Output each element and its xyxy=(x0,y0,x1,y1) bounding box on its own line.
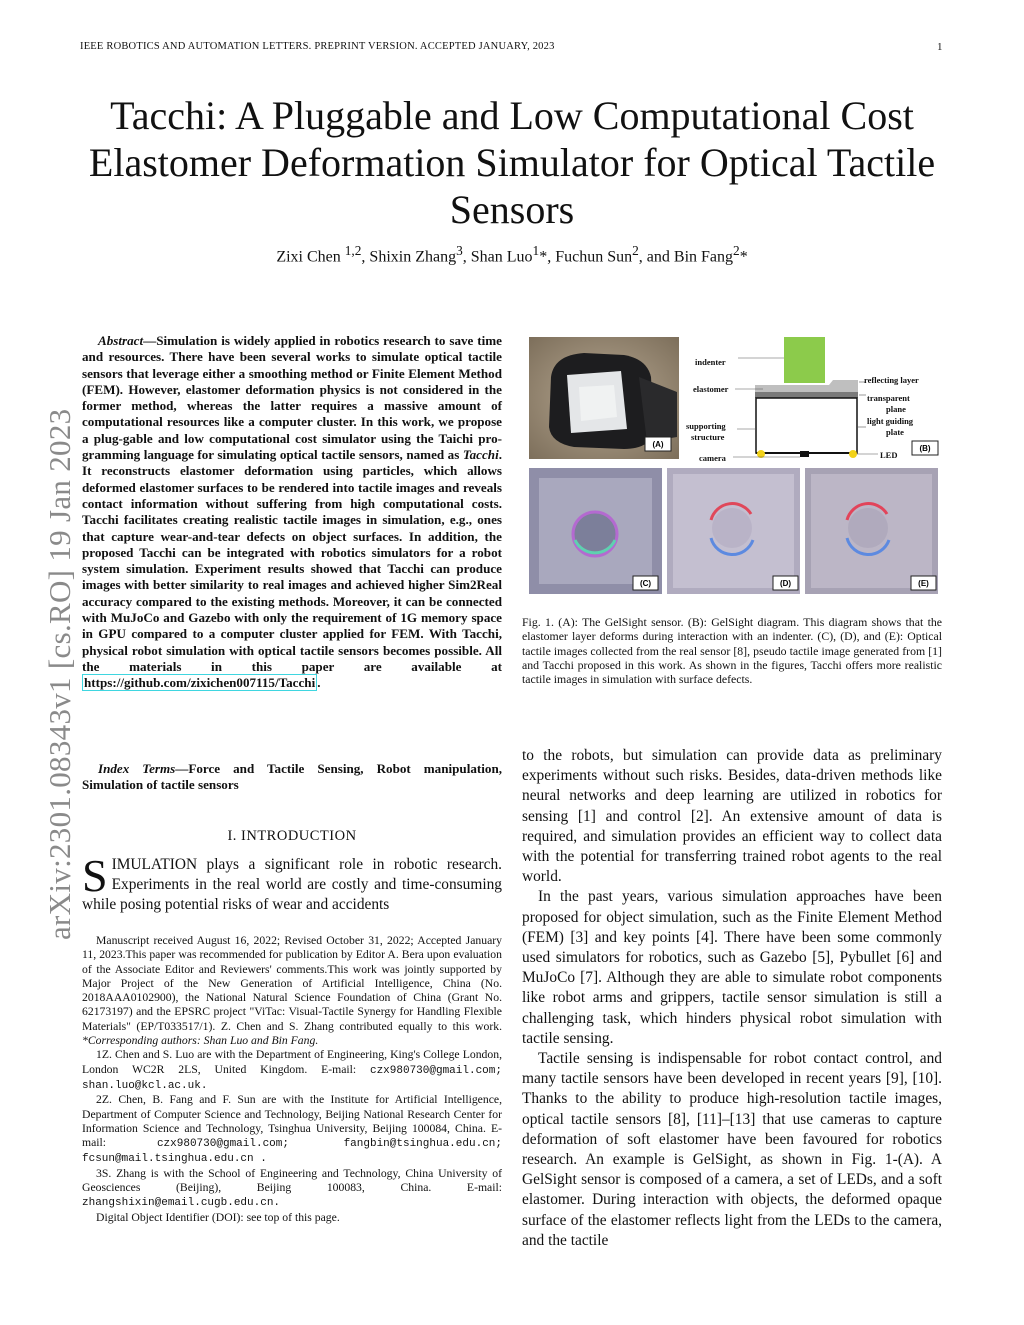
abstract-text-2: . It reconstructs elastomer deformation using particles, which allows deformed elastomer surfaces to be rendered into tactile images and reveals contact information without suffering from high computational costs. Tacchi facilitates creating realistic tactile images in simulation, e.g., ones that capture wear-and-tear defects on object surfaces. In addition, the proposed Tacchi can be integrated with robotics simulators for a robot system simulation. Experiment results showed that Tacchi can produce images with better similarity to real images and achieved higher Sim2Real accuracy compared to the existing methods. Moreover, it can be connected with MuJoCo and Gazebo with only the requirement of 1G memory space in GPU compared to a computer cluster applied for FEM. With Tacchi, physical robot simulation with optical tactile sensors becomes possible. All the materials in this paper are available at xyxy=(82,447,503,674)
label-elastomer: elastomer xyxy=(693,384,729,394)
author-list: Zixi Chen $^{1,2}$, Shixin Zhang$^3$, Shan Luo$^1$*, Fuchun Sun$^2$, and Bin Fang$^2$* xyxy=(276,243,748,266)
github-link[interactable]: https://github.com/zixichen007115/Tacchi xyxy=(84,675,316,691)
gelsight-photo xyxy=(529,337,679,459)
footnote-2-text: 2Z. Chen, B. Fang and F. Sun are with the Institute for Artificial Intelligence, Department of Computer Science and Technology, Beijing National Research Center for Information Science and Technology, Tsinghua University, Beijing 100084, China. E-mail: xyxy=(82,1093,502,1150)
label-reflecting: reflecting layer xyxy=(864,375,919,385)
index-terms: Index Terms—Force and Tactile Sensing, Robot manipulation, Simulation of tactile sensors xyxy=(82,761,502,793)
tactile-image-real xyxy=(529,468,662,594)
abstract: Abstract—Simulation is widely applied in robotics research to save time and resources. There have been several works to simulate optical tactile sensors that leverage either a smoothing method or Finite Element Method (FEM). However, elastomer deformation physics is not considered in the former method, whereas the latter requires a massive amount of computational resources like a computer cluster. In this work, we propose a plug-gable and low computational cost simulator using the Taichi pro-gramming language for simulating optical tactile sensors, named as Tacchi. It reconstructs elastomer deformation using particles, which allows deformed elastomer surfaces to be rendered into tactile images and reveals contact information without suffering from high computational costs. Tacchi facilitates creating realistic tactile images in simulation, e.g., ones that capture wear-and-tear defects on object surfaces. In addition, the proposed Tacchi can be integrated with robotics simulators for a robot system simulation. Experiment results showed that Tacchi can produce images with better similarity to real images and achieved higher Sim2Real accuracy compared to the existing methods. Moreover, it can be connected with MuJoCo and Gazebo with only the requirement of 1G memory space in GPU compared to a computer cluster applied for FEM. With Tacchi, physical robot simulation with optical tactile sensors becomes possible. All the materials in this paper are available at https://github.com/zixichen007115/Tacchi . xyxy=(82,333,503,691)
section-heading: I. INTRODUCTION xyxy=(227,828,357,844)
label-plate: plate xyxy=(886,427,904,437)
footnote-2 xyxy=(82,1093,502,1166)
label-structure: structure xyxy=(691,432,725,442)
label-e: (E) xyxy=(918,579,929,588)
paragraph-3: Tactile sensing is indispensable for robot contact control, and many tactile sensors have been developed in recent years [9], [10]. Thanks to the ability to produce high-resolution tactile images, optical tactile sensors [8], [11]–[13] that use cameras to capture deformation of soft elastomer have been favoured for robotics research. An example is GelSight, as shown in Fig. 1-(A). A GelSight sensor is composed of a camera, a set of LEDs, and a soft elastomer. During interaction with objects, the deformed opaque surface of the elastomer reflects light from the LEDs to the camera, and the tactile xyxy=(522,1050,942,1249)
label-supporting: supporting xyxy=(686,421,726,431)
label-led: LED xyxy=(880,450,898,460)
label-indenter: indenter xyxy=(695,357,726,367)
paper-title: Tacchi: A Pluggable and Low Computational Cost Elastomer Deformation Simulator for Optical Tactile Sensors xyxy=(88,93,936,232)
figure-caption: Fig. 1. (A): The GelSight sensor. (B): GelSight diagram. This diagram shows that the elastomer layer deforms during interaction with an indenter. (C), (D), and (E): Optical tactile images collected from the real sensor [8], pseudo tactile image generated from [1] and Tacchi proposed in this work. As shown in the figures, Tacchi offers more realistic tactile images in simulation with surface defects. xyxy=(522,615,942,687)
label-b: (B) xyxy=(919,444,931,453)
footnote-1-text: 1Z. Chen and S. Luo are with the Department of Engineering, King's College London, London WC2R 2LS, United Kingdom. E-mail: xyxy=(82,1048,502,1076)
manuscript-note: Manuscript received August 16, 2022; Revised October 31, 2022; Accepted January 11, 2023.This paper was recommended for publication by Editor A. Bera upon evaluation of the Associate Editor and Reviewers' comments.This work was jointly supported by Major Project of the New Generation of Artificial Intelligence, China (No. 2018AAA0102900), the National Natural Science Foundation of China (Grant No. 62173197) and the EPSRC project "ViTac: Visual-Tactile Synergy for Handling Flexible Materials" (EP/T033517/1). Z. Chen and S. Zhang contributed equally to this work. xyxy=(82,934,502,1033)
label-d: (D) xyxy=(779,579,792,588)
abstract-end: . xyxy=(317,675,321,691)
footnotes xyxy=(82,934,502,1225)
intro-paragraph xyxy=(82,850,502,916)
running-header: IEEE ROBOTICS AND AUTOMATION LETTERS. PREPRINT VERSION. ACCEPTED JANUARY, 2023 xyxy=(80,41,555,52)
paragraph-1: to the robots, but simulation can provide data as preliminary experiments without such risks. Besides, data-driven methods like neural networks and deep learning are utilized in robotics for sensing [1] and control [2]. An extensive amount of data is required, and simulation provides an efficient way to collect data with the potential for transferring trained robot agents to the real world. xyxy=(522,747,942,886)
footnote-manuscript xyxy=(82,934,502,1048)
footnote-2-emails[interactable]: czx980730@gmail.com; fangbin@tsinghua.edu.cn; fcsun@mail.tsinghua.edu.cn . xyxy=(82,1138,502,1166)
abstract-name: Tacchi xyxy=(462,447,499,463)
arxiv-stamp: arXiv:2301.08343v1 [cs.RO] 19 Jan 2023 xyxy=(42,408,77,940)
label-a: (A) xyxy=(652,440,664,449)
footnote-1-emails[interactable]: czx980730@gmail.com; shan.luo@kcl.ac.uk. xyxy=(82,1064,502,1092)
label-light-guiding: light guiding xyxy=(867,416,914,426)
label-c: (C) xyxy=(639,579,652,588)
corresponding-note: *Corresponding authors: Shan Luo and Bin Fang. xyxy=(82,1034,319,1048)
intro-lead: IMULATION xyxy=(111,856,198,873)
gelsight-diagram xyxy=(683,337,941,461)
index-terms-text: Force and Tactile Sensing, Robot manipulation, Simulation of tactile sensors xyxy=(82,761,502,793)
page-number: 1 xyxy=(937,41,943,53)
tactile-image-pseudo xyxy=(667,468,800,594)
footnote-3-text: 3S. Zhang is with the School of Engineering and Technology, China University of Geosciences (Beijing), Beijing 100083, China. E-mail: xyxy=(82,1166,502,1195)
label-plane: plane xyxy=(886,404,906,414)
label-transparent: transparent xyxy=(867,393,910,403)
abstract-text: Simulation is widely applied in robotics research to save time and resources. There have been several works to simulate optical tactile sensors that leverage either a smoothing method or Finite Element Method (FEM). However, elastomer deformation physics is not considered in the former method, whereas the latter requires a massive amount of computational resources like a computer cluster. In this work, we propose a plug-gable and low computational cost simulator using the Taichi pro-gramming language for simulating optical tactile sensors, named as xyxy=(82,333,502,463)
index-terms-label: Index Terms xyxy=(98,761,176,776)
paragraph-2: In the past years, various simulation approaches have been proposed for object simulation, such as the Finite Element Method (FEM) [3] and key points [4]. There have been some commonly used simulators for robotics, such as Gazebo [5], Pybullet [6] and MuJoCo [7]. Although they are able to simulate robot components like robot arms and grippers, tactile sensor simulation is still a challenging task, which hinders physical robot simulation with tactile sensing. xyxy=(522,888,942,1047)
footnote-3-emails[interactable]: zhangshixin@email.cugb.edu.cn. xyxy=(82,1197,281,1210)
drop-cap: S xyxy=(82,850,108,901)
label-camera: camera xyxy=(699,453,726,461)
abstract-label: Abstract xyxy=(98,333,144,348)
footnote-3 xyxy=(82,1167,502,1211)
tactile-image-tacchi xyxy=(805,468,938,594)
footnote-doi: Digital Object Identifier (DOI): see top of this page. xyxy=(96,1210,340,1224)
footnote-1 xyxy=(82,1048,502,1093)
intro-text: plays a significant role in robotic research. Experiments in the real world are costly and time-consuming while posing potential risks of wear and accidents xyxy=(82,856,502,914)
right-column-text xyxy=(522,746,942,1251)
